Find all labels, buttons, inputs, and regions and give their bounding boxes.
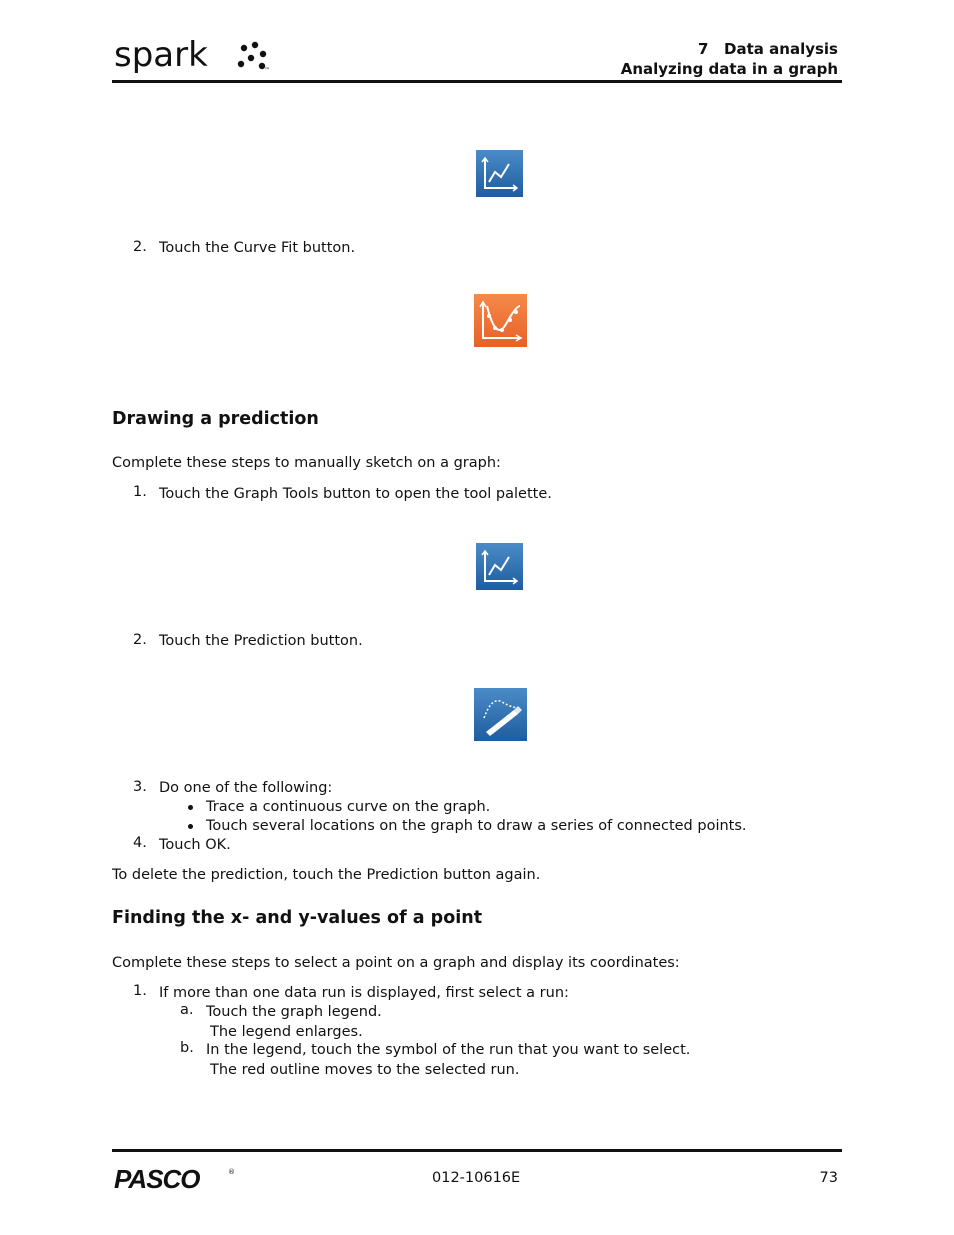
substep-letter: a. xyxy=(180,1002,194,1018)
spark-logo xyxy=(112,36,282,80)
bullet-text: Touch several locations on the graph to draw a series of connected points. xyxy=(206,818,747,834)
curve-fit-icon xyxy=(474,294,527,347)
step-text: Do one of the following: xyxy=(159,780,333,796)
substep-text: In the legend, touch the symbol of the run that you want to select. xyxy=(206,1042,691,1058)
step-text: Touch the Graph Tools button to open the tool palette. xyxy=(159,486,552,502)
pasco-logo-text: PASCO xyxy=(114,1164,200,1194)
step-text: If more than one data run is displayed, first select a run: xyxy=(159,985,569,1001)
graph-tools-icon xyxy=(476,543,523,590)
substep-letter: b. xyxy=(180,1040,194,1056)
bullet-text: Trace a continuous curve on the graph. xyxy=(206,799,491,815)
step-number: 3. xyxy=(133,779,147,795)
step-text: Touch OK. xyxy=(159,837,231,853)
step-number: 1. xyxy=(133,983,147,999)
step-text: Touch the Curve Fit button. xyxy=(159,240,356,256)
graph-tools-icon xyxy=(476,150,523,197)
substep-result: The red outline moves to the selected run. xyxy=(210,1062,520,1078)
section-heading: Finding the x- and y-values of a point xyxy=(112,908,483,928)
brand-text: spark xyxy=(114,36,208,75)
trademark: ™ xyxy=(264,67,270,74)
step-number: 2. xyxy=(133,239,147,255)
bullet-icon xyxy=(188,805,193,810)
header-divider xyxy=(112,80,842,83)
section-heading: Drawing a prediction xyxy=(112,409,319,429)
paragraph: To delete the prediction, touch the Prediction button again. xyxy=(112,867,541,883)
registered-mark: ® xyxy=(228,1168,235,1176)
step-number: 1. xyxy=(133,484,147,500)
pasco-logo xyxy=(114,1164,239,1198)
prediction-icon xyxy=(474,688,527,741)
chapter-title: 7 Data analysis xyxy=(697,40,838,58)
document-code: 012-10616E xyxy=(432,1170,521,1186)
paragraph: Complete these steps to manually sketch on a graph: xyxy=(112,455,501,471)
step-text: Touch the Prediction button. xyxy=(159,633,363,649)
substep-result: The legend enlarges. xyxy=(210,1024,363,1040)
step-number: 2. xyxy=(133,632,147,648)
bullet-icon xyxy=(188,824,193,829)
step-number: 4. xyxy=(133,835,147,851)
page-number: 73 xyxy=(819,1170,838,1186)
section-title: Analyzing data in a graph xyxy=(620,60,838,78)
paragraph: Complete these steps to select a point on a graph and display its coordinates: xyxy=(112,955,680,971)
substep-text: Touch the graph legend. xyxy=(206,1004,382,1020)
footer-divider xyxy=(112,1149,842,1152)
